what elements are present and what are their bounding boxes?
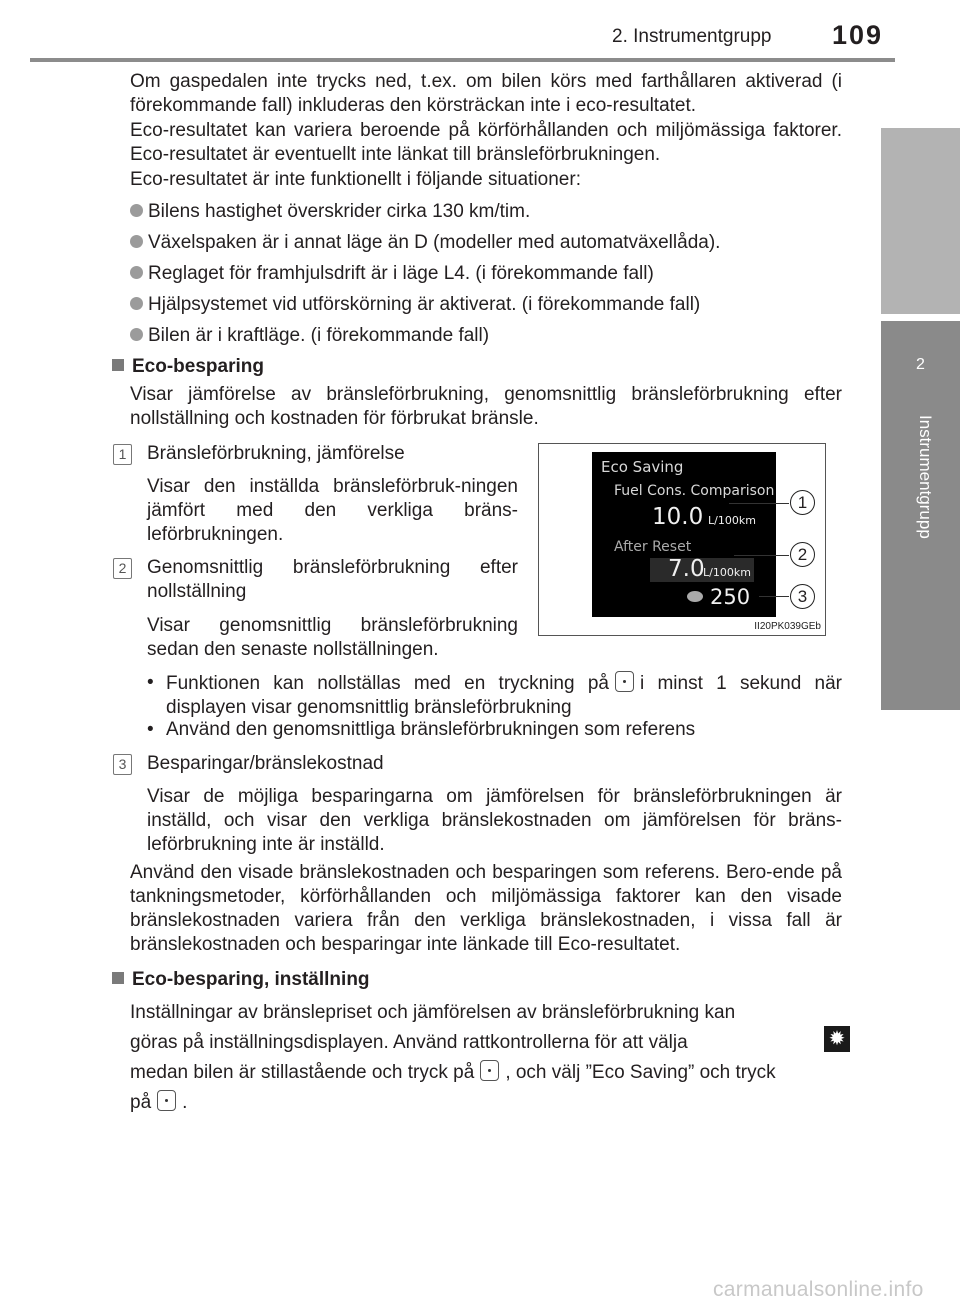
bullet-item: Bilens hastighet överskrider cirka 130 km/tim. bbox=[130, 200, 530, 224]
heading-square-icon bbox=[112, 972, 124, 984]
comparison-label: Fuel Cons. Comparison bbox=[614, 483, 775, 499]
intro-paragraph-1: Om gaspedalen inte trycks ned, t.ex. om bilen körs med farthållaren aktiverad (i förekommande fall) inkluderas den körsträckan inte i eco-resultatet. bbox=[130, 71, 842, 116]
sub-bullet-item: Funktionen kan nollställas med en tryckning på i minst 1 sekund när displayen visar genomsnittlig bränsleförbrukning bbox=[166, 673, 842, 718]
item-title: Bränsleförbrukning, jämförelse bbox=[147, 443, 405, 464]
display-screen bbox=[592, 452, 776, 617]
side-tab-upper bbox=[881, 128, 960, 314]
comparison-value: 10.0 bbox=[652, 504, 704, 530]
item-description: Visar genomsnittlig bränsleförbrukning sedan den senaste nollställningen. bbox=[147, 615, 518, 660]
bullet-dot-icon bbox=[130, 328, 143, 341]
eco-settings-text-2: medan bilen är stillastående och tryck på , och välj ”Eco Saving” och tryck på . bbox=[130, 1062, 776, 1113]
bullet-item: Bilen är i kraftläge. (i förekommande fall) bbox=[130, 324, 489, 348]
eco-saving-display-figure bbox=[538, 443, 826, 636]
eco-saving-closing-note: Använd den visade bränslekostnaden och besparingen som referens. Bero-ende på tankningsmetoder, körförhållanden och miljömässiga faktorer kan den visade bränslekostnaden variera från den verkliga bränslekostnaden, i vissa fall är bränslekostnaden och besparingar inte länkade till Eco-resultatet. bbox=[130, 862, 842, 955]
item-number-badge: 1 bbox=[113, 444, 132, 465]
after-reset-label: After Reset bbox=[614, 539, 692, 555]
sub-bullet-mark: • bbox=[147, 672, 154, 693]
eco-saving-description: Visar jämförelse av bränsleförbrukning, genomsnittlig bränsleförbrukning efter nollställning och kostnaden för förbrukat bränsle. bbox=[130, 384, 842, 429]
callout-1: 1 bbox=[790, 490, 815, 515]
section-heading-eco-saving: Eco-besparing bbox=[112, 355, 264, 379]
header-rule bbox=[30, 58, 895, 62]
item-title: Besparingar/bränslekostnad bbox=[147, 753, 384, 774]
bullet-item: Växelspaken är i annat läge än D (modeller med automatväxellåda). bbox=[130, 231, 720, 255]
item-number-badge: 3 bbox=[113, 754, 132, 775]
eco-settings-text: Inställningar av bränslepriset och jämförelsen av bränsleförbrukning kan göras på inställningsdisplayen. Använd rattkontrollerna för att välja bbox=[130, 1002, 736, 1053]
bullet-dot-icon bbox=[130, 266, 143, 279]
callout-line bbox=[734, 555, 789, 556]
sub-bullet-mark: • bbox=[147, 719, 154, 740]
side-tab-label: Instrumentgrupp bbox=[916, 415, 935, 539]
watermark: carmanualsonline.info bbox=[713, 1278, 924, 1301]
item-description: Visar den inställda bränsleförbruk-ningen jämfört med den verkliga bräns-leförbrukningen. bbox=[147, 476, 518, 545]
screen-title: Eco Saving bbox=[601, 458, 684, 476]
after-reset-unit: L/100km bbox=[703, 566, 751, 579]
callout-line bbox=[729, 503, 789, 504]
bullet-dot-icon bbox=[130, 204, 143, 217]
enter-button-icon bbox=[157, 1090, 176, 1111]
heading-square-icon bbox=[112, 359, 124, 371]
bullet-item: Hjälpsystemet vid utförskörning är aktiverat. (i förekommande fall) bbox=[130, 293, 700, 317]
gear-settings-icon: ✹ bbox=[824, 1026, 850, 1052]
section-heading-eco-settings: Eco-besparing, inställning bbox=[112, 968, 370, 992]
intro-paragraph-3: Eco-resultatet är inte funktionellt i följande situationer: bbox=[130, 169, 581, 190]
callout-2: 2 bbox=[790, 542, 815, 567]
enter-button-icon bbox=[615, 671, 634, 692]
figure-code: II20PK039GEb bbox=[754, 621, 821, 632]
cost-value: 250 bbox=[710, 585, 751, 609]
callout-line bbox=[759, 596, 789, 597]
callout-3: 3 bbox=[790, 584, 815, 609]
bullet-item: Reglaget för framhjulsdrift är i läge L4. (i förekommande fall) bbox=[130, 262, 654, 286]
bullet-dot-icon bbox=[130, 297, 143, 310]
item-number-badge: 2 bbox=[113, 558, 132, 579]
page-number: 109 bbox=[832, 20, 884, 50]
coin-icon bbox=[687, 591, 703, 602]
after-reset-value: 7.0 bbox=[668, 556, 705, 582]
item-title: Genomsnittlig bränsleförbrukning efter nollställning bbox=[147, 557, 518, 602]
intro-paragraph-2: Eco-resultatet kan variera beroende på körförhållanden och miljömässiga faktorer. Eco-resultatet är eventuellt inte länkat till bränsleförbrukningen. bbox=[130, 120, 842, 165]
section-title: 2. Instrumentgrupp bbox=[612, 26, 772, 47]
sub-bullet-item: Använd den genomsnittliga bränsleförbrukningen som referens bbox=[166, 719, 696, 740]
comparison-unit: L/100km bbox=[708, 514, 756, 527]
bullet-dot-icon bbox=[130, 235, 143, 248]
side-tab-number: 2 bbox=[881, 321, 960, 409]
item-description: Visar de möjliga besparingarna om jämförelsen för bränsleförbrukningen är inställd, och visar den verkliga bränslekostnaden om jämförelsen för bräns-leförbrukning inte är inställd. bbox=[147, 786, 842, 855]
enter-button-icon bbox=[480, 1060, 499, 1081]
